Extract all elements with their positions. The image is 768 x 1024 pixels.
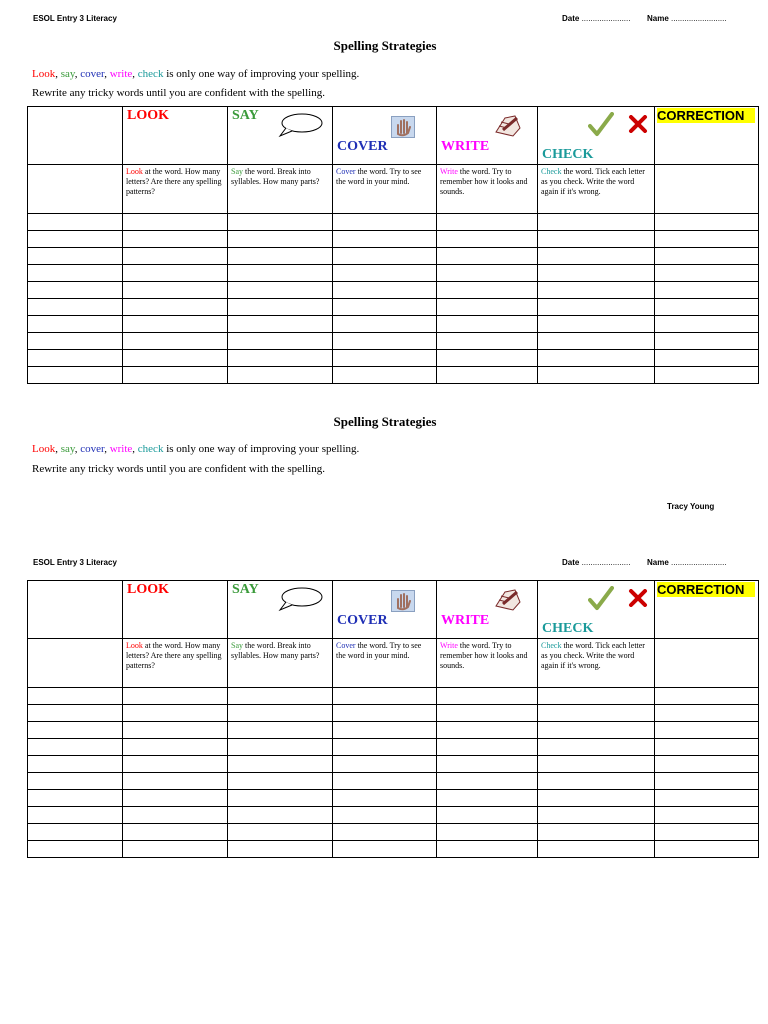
intro-line: Look, say, cover, write, check is only one way of improving your spelling. xyxy=(32,68,360,80)
table-row xyxy=(28,367,759,384)
write-header: WRITE xyxy=(437,581,538,639)
instruction-row xyxy=(28,165,759,214)
table-row xyxy=(28,756,759,773)
cover-header: COVER xyxy=(333,581,437,639)
pen-writing-icon xyxy=(493,112,523,138)
table-row xyxy=(28,299,759,316)
table-row xyxy=(28,350,759,367)
word-cell[interactable] xyxy=(28,705,123,722)
table-row xyxy=(28,773,759,790)
say-instructions: Say the word. Break into syllables. How many parts? xyxy=(228,639,333,688)
table-row xyxy=(28,841,759,858)
page-header xyxy=(0,14,768,28)
table-row xyxy=(28,248,759,265)
word-cell[interactable] xyxy=(28,841,123,858)
speech-bubble-icon xyxy=(278,112,324,138)
word-column-header xyxy=(28,581,123,639)
spelling-table xyxy=(27,580,759,858)
table-row xyxy=(28,790,759,807)
intro-instruction: Rewrite any tricky words until you are confident with the spelling. xyxy=(32,87,325,99)
name-field: Name ......................... xyxy=(647,558,727,567)
word-cell[interactable] xyxy=(28,824,123,841)
page-title: Spelling Strategies xyxy=(333,38,437,53)
table-row xyxy=(28,231,759,248)
pen-writing-icon xyxy=(493,586,523,612)
say-header: SAY xyxy=(228,107,333,165)
check-instructions: Check the word. Tick each letter as you check. Write the word again if it's wrong. xyxy=(538,639,655,688)
tick-icon xyxy=(588,112,614,138)
say-header: SAY xyxy=(228,581,333,639)
date-field: Date ...................... xyxy=(562,558,631,567)
speech-bubble-icon xyxy=(278,586,324,612)
look-header: LOOK xyxy=(123,581,228,639)
correction-header: CORRECTION xyxy=(655,107,759,165)
word-cell[interactable] xyxy=(28,722,123,739)
correction-header: CORRECTION xyxy=(655,581,759,639)
table-row xyxy=(28,807,759,824)
word-cell[interactable] xyxy=(28,231,123,248)
table-header-row xyxy=(28,581,759,639)
intro-instruction: Rewrite any tricky words until you are confident with the spelling. xyxy=(32,463,325,475)
page-title: Spelling Strategies xyxy=(333,414,437,429)
check-header: CHECK xyxy=(538,581,655,639)
word-cell[interactable] xyxy=(28,299,123,316)
author-name: Tracy Young xyxy=(667,502,715,511)
intro-line: Look, say, cover, write, check is only one way of improving your spelling. xyxy=(32,443,360,455)
check-instructions: Check the word. Tick each letter as you check. Write the word again if it's wrong. xyxy=(538,165,655,214)
word-cell[interactable] xyxy=(28,316,123,333)
word-cell[interactable] xyxy=(28,807,123,824)
look-instructions: Look at the word. How many letters? Are there any spelling patterns? xyxy=(123,165,228,214)
say-instructions: Say the word. Break into syllables. How many parts? xyxy=(228,165,333,214)
name-field: Name ......................... xyxy=(647,14,727,23)
table-row xyxy=(28,722,759,739)
table-row xyxy=(28,333,759,350)
table-row xyxy=(28,214,759,231)
word-cell[interactable] xyxy=(28,756,123,773)
hand-icon xyxy=(391,590,415,612)
table-row xyxy=(28,282,759,299)
cover-instructions: Cover the word. Try to see the word in your mind. xyxy=(333,165,437,214)
table-row xyxy=(28,739,759,756)
cross-icon xyxy=(628,589,648,607)
spelling-table xyxy=(27,106,759,384)
word-cell[interactable] xyxy=(28,739,123,756)
word-cell[interactable] xyxy=(28,282,123,299)
hand-icon xyxy=(391,116,415,138)
page-header xyxy=(0,558,768,572)
look-header: LOOK xyxy=(123,107,228,165)
cross-icon xyxy=(628,115,648,133)
write-instructions: Write the word. Try to remember how it looks and sounds. xyxy=(437,639,538,688)
table-row xyxy=(28,688,759,705)
word-cell[interactable] xyxy=(28,367,123,384)
table-row xyxy=(28,705,759,722)
word-cell[interactable] xyxy=(28,333,123,350)
tick-icon xyxy=(588,586,614,612)
word-cell[interactable] xyxy=(28,214,123,231)
word-cell[interactable] xyxy=(28,773,123,790)
look-instructions: Look at the word. How many letters? Are there any spelling patterns? xyxy=(123,639,228,688)
course-title: ESOL Entry 3 Literacy xyxy=(33,14,117,23)
word-column-header xyxy=(28,107,123,165)
cover-header: COVER xyxy=(333,107,437,165)
word-cell[interactable] xyxy=(28,265,123,282)
date-field: Date ...................... xyxy=(562,14,631,23)
course-title: ESOL Entry 3 Literacy xyxy=(33,558,117,567)
word-cell[interactable] xyxy=(28,350,123,367)
table-row xyxy=(28,265,759,282)
write-instructions: Write the word. Try to remember how it looks and sounds. xyxy=(437,165,538,214)
check-header: CHECK xyxy=(538,107,655,165)
instruction-row xyxy=(28,639,759,688)
word-cell[interactable] xyxy=(28,688,123,705)
cover-instructions: Cover the word. Try to see the word in your mind. xyxy=(333,639,437,688)
table-row xyxy=(28,316,759,333)
table-header-row xyxy=(28,107,759,165)
word-cell[interactable] xyxy=(28,790,123,807)
word-cell[interactable] xyxy=(28,248,123,265)
write-header: WRITE xyxy=(437,107,538,165)
table-row xyxy=(28,824,759,841)
